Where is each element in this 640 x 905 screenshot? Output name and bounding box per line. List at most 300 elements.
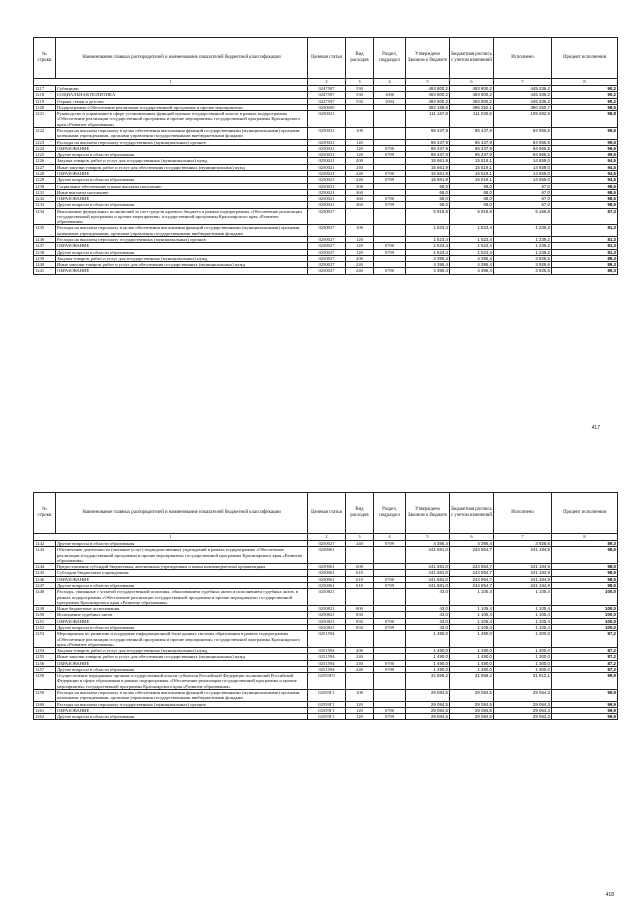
- row-number: 1221: [34, 111, 56, 128]
- expense-type: 120: [346, 237, 374, 243]
- section-subsection: [374, 111, 406, 128]
- execution-percent: 98,5: [552, 202, 618, 208]
- column-index: 4: [374, 534, 406, 541]
- approved-amount: 493 800,2: [406, 92, 450, 98]
- expense-type: 610: [346, 582, 374, 588]
- section-subsection: 0700: [374, 660, 406, 666]
- section-subsection: 0700: [374, 196, 406, 202]
- section-subsection: 0709: [374, 541, 406, 547]
- row-number: 1248: [34, 589, 56, 606]
- approved-amount: 68,0: [406, 183, 450, 189]
- executed-amount: 445 336,2: [494, 98, 552, 104]
- expense-type: 240: [346, 541, 374, 547]
- row-number: 1245: [34, 570, 56, 576]
- column-index: 4: [374, 79, 406, 86]
- table-row: [34, 564, 618, 570]
- approved-amount: 29 084,5: [406, 690, 450, 702]
- row-number: 1220: [34, 104, 56, 110]
- approved-amount: 95 437,9: [406, 139, 450, 145]
- target-article: 0250027: [308, 249, 346, 255]
- execution-percent: 81,3: [552, 243, 618, 249]
- execution-percent: 87,2: [552, 660, 618, 666]
- executed-amount: 94 966,5: [494, 139, 552, 145]
- header-vid: Вид расходов: [346, 493, 374, 534]
- execution-percent: 98,5: [552, 104, 618, 110]
- row-number: 1235: [34, 225, 56, 237]
- expense-type: 120: [346, 249, 374, 255]
- target-article: 0250021: [308, 158, 346, 164]
- target-article: 0250027: [308, 208, 346, 225]
- section-subsection: 0709: [374, 666, 406, 672]
- approved-amount: 241 681,0: [406, 570, 450, 576]
- column-index: 2: [308, 79, 346, 86]
- row-name: Расходы на выплаты персоналу государственных (муниципальных) органов: [56, 701, 308, 707]
- row-number: 1239: [34, 255, 56, 261]
- header-executed: Исполнено: [494, 493, 552, 534]
- budget-amount: 15 519,1: [450, 164, 494, 170]
- row-name: Другие вопросы в области образования: [56, 714, 308, 720]
- approved-amount: 95 437,9: [406, 127, 450, 139]
- section-subsection: 0700: [374, 268, 406, 274]
- row-number: 1218: [34, 92, 56, 98]
- row-number: 1255: [34, 654, 56, 660]
- budget-amount: 396 252,1: [450, 104, 494, 110]
- row-number: 1260: [34, 701, 56, 707]
- executed-amount: 94 966,5: [494, 152, 552, 158]
- header-approved: Утверждено Законом о бюджете: [406, 38, 450, 79]
- approved-amount: 1 523,4: [406, 237, 450, 243]
- budget-amount: 244 854,7: [450, 570, 494, 576]
- execution-percent: 87,2: [552, 631, 618, 648]
- section-subsection: [374, 547, 406, 564]
- target-article: 0247587: [308, 86, 346, 92]
- row-name: ОБРАЗОВАНИЕ: [56, 618, 308, 624]
- approved-amount: 1 490,0: [406, 666, 450, 672]
- budget-amount: 1 105,4: [450, 606, 494, 612]
- execution-percent: 100,0: [552, 606, 618, 612]
- expense-type: 800: [346, 606, 374, 612]
- approved-amount: 241 681,0: [406, 564, 450, 570]
- executed-amount: 445 336,2: [494, 92, 552, 98]
- section-subsection: 0709: [374, 177, 406, 183]
- section-subsection: 0700: [374, 707, 406, 713]
- section-subsection: 0700: [374, 618, 406, 624]
- column-index: 6: [450, 534, 494, 541]
- budget-amount: 244 854,7: [450, 576, 494, 582]
- expense-type: 240: [346, 666, 374, 672]
- approved-amount: 15 661,9: [406, 164, 450, 170]
- row-name: Предоставление субсидий бюджетным, автономным учреждениям и иным некоммерческим организациям: [56, 564, 308, 570]
- expense-type: 610: [346, 576, 374, 582]
- execution-percent: 98,8: [552, 111, 618, 128]
- column-index: 8: [552, 534, 618, 541]
- row-number: 1243: [34, 547, 56, 564]
- target-article: 0250821: [308, 624, 346, 630]
- row-name: ОБРАЗОВАНИЕ: [56, 576, 308, 582]
- row-name: ОБРАЗОВАНИЕ: [56, 268, 308, 274]
- budget-amount: 68,0: [450, 183, 494, 189]
- row-name: Другие вопросы в области образования: [56, 666, 308, 672]
- column-index: 5: [406, 534, 450, 541]
- executed-amount: 241 184,9: [494, 547, 552, 564]
- approved-amount: 29 084,5: [406, 701, 450, 707]
- executed-amount: 94 966,5: [494, 127, 552, 139]
- budget-amount: 244 854,7: [450, 547, 494, 564]
- approved-amount: 4 395,4: [406, 268, 450, 274]
- row-name: Расходы, связанные с уплатой государственной пошлины, обжалованием судебных актов и исполнением судебных актов, в рамках подпрограммы «Обеспечение реализации государственной программы и прочие мероприятия» государственной программы Красноярского края «Развитие образования»: [56, 589, 308, 606]
- approved-amount: 95 437,9: [406, 145, 450, 151]
- execution-percent: 90,2: [552, 98, 618, 104]
- approved-amount: 43,0: [406, 606, 450, 612]
- executed-amount: 109 692,5: [494, 111, 552, 128]
- executed-amount: 3 926,6: [494, 255, 552, 261]
- table-body: [34, 541, 618, 720]
- row-name: Закупка товаров, работ и услуг для государственных (муниципальных) нужд: [56, 648, 308, 654]
- row-name: Другие вопросы в области образования: [56, 177, 308, 183]
- expense-type: 240: [346, 170, 374, 176]
- table-row: [34, 547, 618, 564]
- expense-type: 530: [346, 86, 374, 92]
- budget-amount: 1 523,4: [450, 237, 494, 243]
- executed-amount: 1 239,2: [494, 225, 552, 237]
- row-number: 1253: [34, 631, 56, 648]
- row-number: 1249: [34, 606, 56, 612]
- column-index: 7: [494, 534, 552, 541]
- header-percent: Процент исполнения: [552, 493, 618, 534]
- budget-table: [33, 492, 618, 720]
- section-subsection: 0709: [374, 202, 406, 208]
- budget-amount: 31 858,2: [450, 673, 494, 690]
- executed-amount: 241 184,9: [494, 582, 552, 588]
- approved-amount: 1 490,0: [406, 654, 450, 660]
- table-row: [34, 208, 618, 225]
- expense-type: 830: [346, 618, 374, 624]
- row-number: 1241: [34, 268, 56, 274]
- target-article: 0250027: [308, 243, 346, 249]
- budget-amount: 68,0: [450, 196, 494, 202]
- row-number: 1258: [34, 673, 56, 690]
- row-number: 1246: [34, 576, 56, 582]
- section-subsection: 0709: [374, 249, 406, 255]
- header-razdel: Раздел, подраздел: [374, 38, 406, 79]
- budget-table: [33, 37, 618, 275]
- target-article: 0250021: [308, 152, 346, 158]
- budget-amount: 95 437,9: [450, 152, 494, 158]
- expense-type: 600: [346, 564, 374, 570]
- approved-amount: 15 661,9: [406, 158, 450, 164]
- approved-amount: 43,0: [406, 618, 450, 624]
- target-article: 0250821: [308, 612, 346, 618]
- column-index: 3: [346, 79, 374, 86]
- row-number: 1244: [34, 564, 56, 570]
- approved-amount: 15 661,9: [406, 177, 450, 183]
- budget-amount: 1 105,4: [450, 624, 494, 630]
- row-number: 1259: [34, 690, 56, 702]
- page-number: 417: [591, 425, 600, 431]
- execution-percent: 99,9: [552, 690, 618, 702]
- execution-percent: 89,3: [552, 268, 618, 274]
- execution-percent: 94,5: [552, 158, 618, 164]
- execution-percent: 81,3: [552, 249, 618, 255]
- row-number: 1223: [34, 139, 56, 145]
- approved-amount: 111 167,8: [406, 111, 450, 128]
- executed-amount: 1 300,0: [494, 666, 552, 672]
- section-subsection: [374, 673, 406, 690]
- row-name: Иные бюджетные ассигнования: [56, 606, 308, 612]
- executed-amount: 67,0: [494, 189, 552, 195]
- row-name: Расходы на выплаты персоналу в целях обеспечения выполнения функций государственными (муниципальными) органами, казенными учреждениями, органами управления государственными внебюджетными фондами: [56, 690, 308, 702]
- expense-type: [346, 631, 374, 648]
- executed-amount: 29 064,3: [494, 701, 552, 707]
- target-article: 0247587: [308, 98, 346, 104]
- header-budget: Бюджетная роспись с учетом изменений: [450, 493, 494, 534]
- table-row: [34, 268, 618, 274]
- section-subsection: [374, 631, 406, 648]
- approved-amount: 241 681,0: [406, 576, 450, 582]
- expense-type: 100: [346, 690, 374, 702]
- row-name: Исполнение судебных актов: [56, 612, 308, 618]
- target-article: 0247587: [308, 92, 346, 98]
- header-percent: Процент исполнения: [552, 38, 618, 79]
- budget-amount: 4 395,4: [450, 268, 494, 274]
- approved-amount: 68,0: [406, 196, 450, 202]
- row-name: Подпрограмма «Обеспечение реализации государственной программы и прочие мероприятия»: [56, 104, 308, 110]
- expense-type: 610: [346, 570, 374, 576]
- budget-amount: 1 105,4: [450, 618, 494, 624]
- target-article: 0250021: [308, 111, 346, 128]
- target-article: 0250061: [308, 570, 346, 576]
- section-subsection: 0700: [374, 243, 406, 249]
- execution-percent: 94,5: [552, 170, 618, 176]
- expense-type: 530: [346, 92, 374, 98]
- column-index: 2: [308, 534, 346, 541]
- approved-amount: 95 437,9: [406, 152, 450, 158]
- target-article: 0250061: [308, 582, 346, 588]
- target-article: 0250021: [308, 183, 346, 189]
- target-article: 02559Г1: [308, 707, 346, 713]
- execution-percent: 94,5: [552, 164, 618, 170]
- execution-percent: 99,9: [552, 673, 618, 690]
- approved-amount: 392 158,8: [406, 104, 450, 110]
- execution-percent: 81,3: [552, 225, 618, 237]
- budget-amount: 95 437,9: [450, 139, 494, 145]
- approved-amount: 29 084,5: [406, 714, 450, 720]
- target-article: 0250021: [308, 139, 346, 145]
- execution-percent: 98,5: [552, 564, 618, 570]
- executed-amount: 241 184,9: [494, 570, 552, 576]
- execution-percent: 98,5: [552, 547, 618, 564]
- target-article: 0250021: [308, 170, 346, 176]
- table-row: [34, 104, 618, 110]
- section-subsection: 0700: [374, 576, 406, 582]
- section-subsection: [374, 208, 406, 225]
- row-number: 1231: [34, 189, 56, 195]
- header-budget: Бюджетная роспись с учетом изменений: [450, 38, 494, 79]
- budget-amount: 244 854,7: [450, 582, 494, 588]
- expense-type: 100: [346, 225, 374, 237]
- row-number: 1232: [34, 196, 56, 202]
- executed-amount: 1 300,0: [494, 654, 552, 660]
- expense-type: 530: [346, 98, 374, 104]
- row-name: ОБРАЗОВАНИЕ: [56, 660, 308, 666]
- row-number: 1222: [34, 127, 56, 139]
- expense-type: 240: [346, 177, 374, 183]
- column-index: 3: [346, 534, 374, 541]
- executed-amount: 1 239,2: [494, 249, 552, 255]
- approved-amount: 68,0: [406, 202, 450, 208]
- execution-percent: 100,0: [552, 618, 618, 624]
- expense-type: 360: [346, 189, 374, 195]
- expense-type: 240: [346, 654, 374, 660]
- expense-type: 360: [346, 202, 374, 208]
- expense-type: 240: [346, 262, 374, 268]
- executed-amount: 14 659,0: [494, 158, 552, 164]
- row-name: Расходы на выплаты персоналу государственных (муниципальных) органов: [56, 139, 308, 145]
- expense-type: [346, 589, 374, 606]
- budget-amount: 68,0: [450, 189, 494, 195]
- approved-amount: 493 800,2: [406, 98, 450, 104]
- row-number: 1230: [34, 183, 56, 189]
- approved-amount: 43,0: [406, 589, 450, 606]
- execution-percent: 98,5: [552, 582, 618, 588]
- execution-percent: 90,2: [552, 92, 618, 98]
- budget-amount: 1 105,4: [450, 612, 494, 618]
- expense-type: 240: [346, 660, 374, 666]
- table-row: [34, 631, 618, 648]
- execution-percent: 90,2: [552, 86, 618, 92]
- section-subsection: 1000: [374, 92, 406, 98]
- executed-amount: 29 064,3: [494, 714, 552, 720]
- execution-percent: 98,5: [552, 183, 618, 189]
- table-row: [34, 570, 618, 576]
- row-name: Руководство и управление в сфере установленных функций органов государственной власти в рамках подпрограммы «Обеспечение реализации государственной программы и прочие мероприятия» государственной программы Красноярского края «Развитие образования»: [56, 111, 308, 128]
- approved-amount: 241 681,0: [406, 547, 450, 564]
- executed-amount: 1 239,2: [494, 237, 552, 243]
- executed-amount: 1 105,4: [494, 589, 552, 606]
- table-row: [34, 582, 618, 588]
- budget-amount: 1 523,4: [450, 225, 494, 237]
- row-name: ОБРАЗОВАНИЕ: [56, 196, 308, 202]
- executed-amount: 67,0: [494, 202, 552, 208]
- budget-amount: 111 025,6: [450, 111, 494, 128]
- execution-percent: 87,2: [552, 648, 618, 654]
- budget-amount: 1 105,4: [450, 589, 494, 606]
- row-number: 1229: [34, 177, 56, 183]
- budget-amount: 15 519,1: [450, 170, 494, 176]
- header-code: Целевая статья: [308, 493, 346, 534]
- executed-amount: 1 300,0: [494, 648, 552, 654]
- column-index: 1: [34, 534, 308, 541]
- executed-amount: 3 926,6: [494, 262, 552, 268]
- header-vid: Вид расходов: [346, 38, 374, 79]
- executed-amount: 94 966,5: [494, 145, 552, 151]
- budget-amount: 493 800,2: [450, 92, 494, 98]
- expense-type: 300: [346, 183, 374, 189]
- expense-type: 120: [346, 152, 374, 158]
- approved-amount: 1 523,4: [406, 249, 450, 255]
- column-index: 1: [34, 79, 308, 86]
- column-index-row: [34, 534, 618, 541]
- row-number: 1240: [34, 262, 56, 268]
- executed-amount: 67,0: [494, 196, 552, 202]
- row-number: 1251: [34, 618, 56, 624]
- table-row: [34, 690, 618, 702]
- execution-percent: 99,5: [552, 145, 618, 151]
- row-name: Субвенции: [56, 86, 308, 92]
- row-number: 1224: [34, 145, 56, 151]
- table-body: [34, 86, 618, 275]
- executed-amount: 1 300,0: [494, 660, 552, 666]
- executed-amount: 3 926,6: [494, 541, 552, 547]
- approved-amount: 1 490,0: [406, 631, 450, 648]
- header-approved: Утверждено Законом о бюджете: [406, 493, 450, 534]
- target-article: 0250000: [308, 104, 346, 110]
- executed-amount: 1 239,2: [494, 243, 552, 249]
- target-article: 0250021: [308, 196, 346, 202]
- row-name: Другие вопросы в области образования: [56, 202, 308, 208]
- target-article: 0250027: [308, 541, 346, 547]
- execution-percent: 98,5: [552, 570, 618, 576]
- row-name: Другие вопросы в области образования: [56, 624, 308, 630]
- executed-amount: 390 260,7: [494, 104, 552, 110]
- row-name: Субсидии бюджетным учреждениям: [56, 570, 308, 576]
- expense-type: 240: [346, 164, 374, 170]
- target-article: 0251594: [308, 660, 346, 666]
- execution-percent: 100,0: [552, 589, 618, 606]
- section-subsection: 0700: [374, 145, 406, 151]
- target-article: 0250821: [308, 618, 346, 624]
- approved-amount: 4 395,4: [406, 262, 450, 268]
- section-subsection: 0709: [374, 624, 406, 630]
- row-number: 1227: [34, 164, 56, 170]
- target-article: 0251594: [308, 654, 346, 660]
- executed-amount: 1 105,4: [494, 606, 552, 612]
- executed-amount: 1 300,0: [494, 631, 552, 648]
- budget-amount: 4 395,4: [450, 262, 494, 268]
- target-article: 0250821: [308, 606, 346, 612]
- budget-amount: 68,0: [450, 202, 494, 208]
- row-name: Обеспечение деятельности (оказание услуг) подведомственных учреждений в рамках подпрограммы «Обеспечение реализации государственной программы и прочие мероприятия» государственной программы Красноярского края «Развитие образования»: [56, 547, 308, 564]
- table-row: [34, 225, 618, 237]
- header-num: № строки: [34, 493, 56, 534]
- header-name: Наименование главных распорядителей и наименование показателей бюджетной классификации: [56, 493, 308, 534]
- approved-amount: 4 395,4: [406, 541, 450, 547]
- executed-amount: 1 105,4: [494, 618, 552, 624]
- executed-amount: 241 184,9: [494, 564, 552, 570]
- budget-amount: 1 490,0: [450, 654, 494, 660]
- row-name: ОБРАЗОВАНИЕ: [56, 170, 308, 176]
- target-article: 0250021: [308, 177, 346, 183]
- budget-amount: 29 084,5: [450, 707, 494, 713]
- target-article: 0250021: [308, 164, 346, 170]
- budget-amount: 15 519,1: [450, 158, 494, 164]
- budget-amount: 493 800,2: [450, 98, 494, 104]
- row-name: СОЦИАЛЬНАЯ ПОЛИТИКА: [56, 92, 308, 98]
- execution-percent: 99,5: [552, 152, 618, 158]
- row-number: 1228: [34, 170, 56, 176]
- expense-type: 120: [346, 714, 374, 720]
- target-article: 0250027: [308, 255, 346, 261]
- section-subsection: [374, 127, 406, 139]
- execution-percent: 99,5: [552, 139, 618, 145]
- row-number: 1256: [34, 660, 56, 666]
- expense-type: [346, 673, 374, 690]
- expense-type: 200: [346, 255, 374, 261]
- row-number: 1236: [34, 237, 56, 243]
- approved-amount: 43,0: [406, 612, 450, 618]
- target-article: 0250021: [308, 189, 346, 195]
- expense-type: [346, 111, 374, 128]
